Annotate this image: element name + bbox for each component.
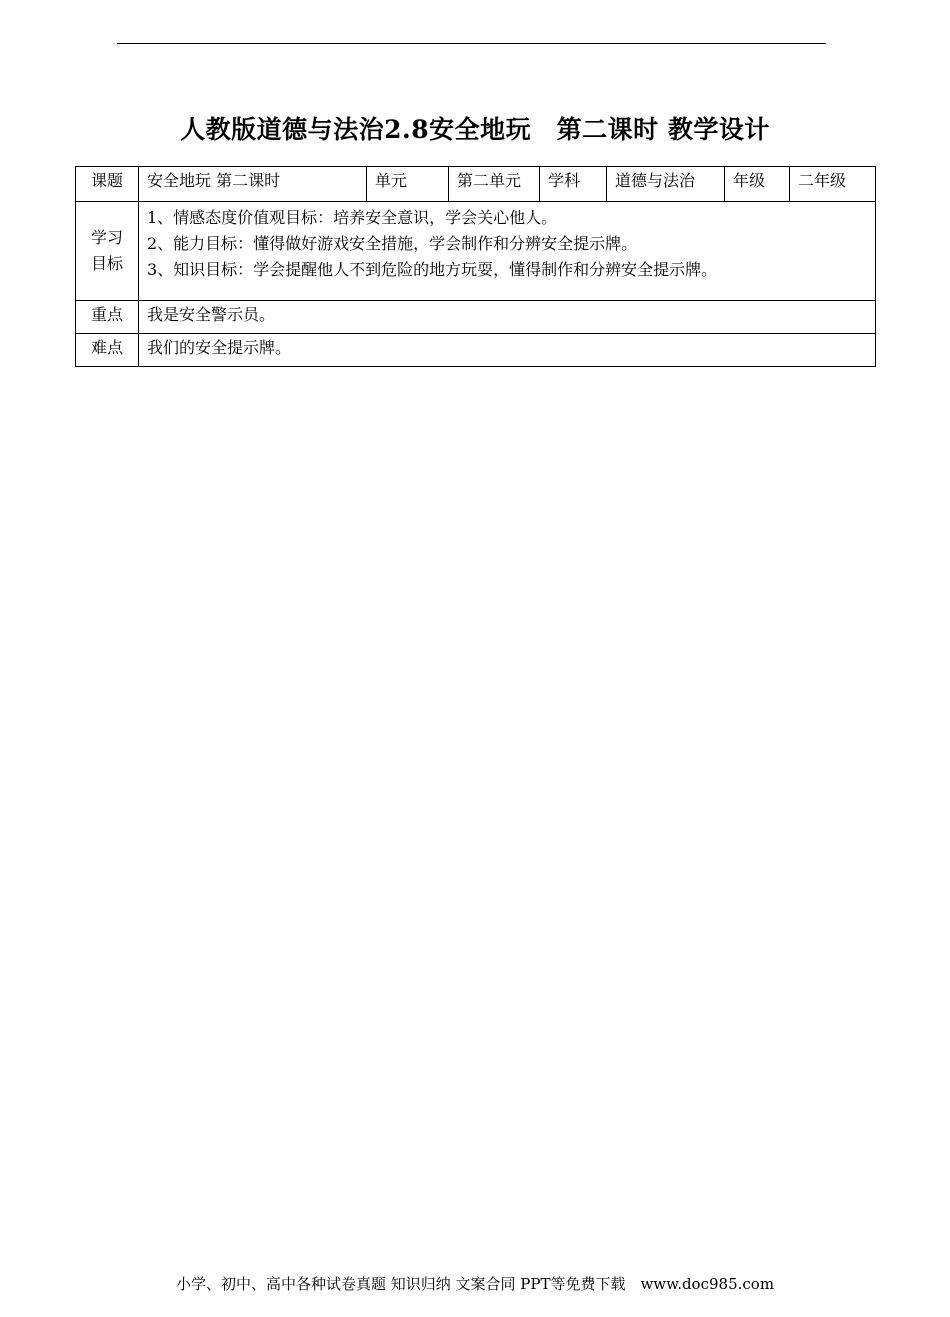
topic-value: 安全地玩 第二课时	[139, 167, 367, 202]
subject-label: 学科	[540, 167, 607, 202]
key-point-value: 我是安全警示员。	[139, 301, 876, 334]
page-footer: 小学、初中、高中各种试卷真题 知识归纳 文案合同 PPT等免费下载 www.doc985.com	[175, 1275, 775, 1293]
key-point-label: 重点	[76, 301, 139, 334]
goal-item: 1、情感态度价值观目标：培养安全意识，学会关心他人。	[147, 208, 558, 227]
lesson-plan-table	[75, 166, 876, 367]
table-row-key-point	[76, 301, 876, 334]
table-row-goals	[76, 202, 876, 301]
goals-label	[76, 202, 139, 301]
table-row-header-info	[76, 167, 876, 202]
grade-value: 二年级	[790, 167, 876, 202]
goals-label-line1: 学习	[90, 228, 123, 247]
unit-label: 单元	[367, 167, 449, 202]
difficulty-label: 难点	[76, 334, 139, 367]
table-row-difficulty	[76, 334, 876, 367]
goal-item: 3、知识目标：学会提醒他人不到危险的地方玩耍，懂得制作和分辨安全提示牌。	[147, 260, 718, 279]
goals-content	[139, 202, 876, 301]
goals-label-line2: 目标	[90, 254, 123, 273]
topic-label: 课题	[76, 167, 139, 202]
difficulty-value: 我们的安全提示牌。	[139, 334, 876, 367]
header-rule	[117, 43, 826, 44]
page-title: 人教版道德与法治2.8安全地玩 第二课时 教学设计	[180, 115, 770, 144]
subject-value: 道德与法治	[607, 167, 725, 202]
grade-label: 年级	[725, 167, 790, 202]
unit-value: 第二单元	[449, 167, 540, 202]
goal-item: 2、能力目标：懂得做好游戏安全措施，学会制作和分辨安全提示牌。	[147, 234, 638, 253]
